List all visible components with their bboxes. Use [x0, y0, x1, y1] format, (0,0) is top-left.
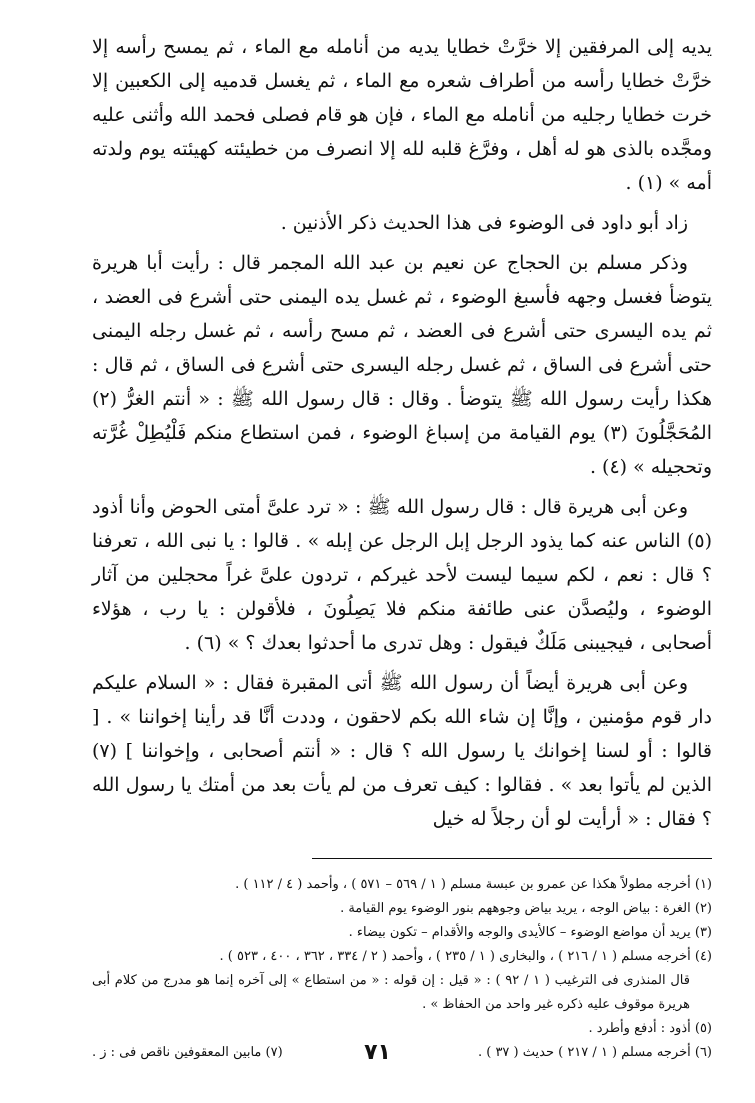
footnote-3: (٣) يريد أن مواضع الوضوء – كالأيدى والوجه والأقدام – تكون بيضاء . — [348, 925, 712, 940]
paragraph-5: وعن أبى هريرة أيضاً أن رسول الله ﷺ أتى المقبرة فقال : « السلام عليكم دار قوم مؤمنين ، وإنَّا إن شاء الله بكم لاحقون ، وددت أنَّا قد رأينا إخواننا » . [ قالوا : أو لسنا إخوانك يا رسول الله ؟ قال : « أنتم أصحابى ، وإخواننا ] (٧) الذين لم يأتوا بعد » . فقالوا : كيف تعرف من لم يأت بعد من أمتك يا رسول الله ؟ فقال : « أرأيت لو أن رجلاً له خيل — [92, 672, 712, 830]
footnote-1: (١) أخرجه مطولاً هكذا عن عمرو بن عبسة مسلم ( ١ / ٥٦٩ – ٥٧١ ) ، وأحمد ( ٤ / ١١٢ ) . — [235, 877, 712, 892]
footnote-4: (٤) أخرجه مسلم ( ١ / ٢١٦ ) ، والبخارى ( ١ / ٢٣٥ ) ، وأحمد ( ٢ / ٣٣٤ ، ٣٦٢ ، ٤٠٠ ، ٥٢٣ ) . — [219, 949, 712, 964]
footnote-2: (٢) الغرة : بياض الوجه ، يريد بياض وجوههم بنور الوضوء يوم القيامة . — [340, 901, 712, 916]
footnote-7: (٧) مابين المعقوفين ناقص فى : ز . — [92, 1045, 283, 1060]
footnote-5: (٥) أذود : أدفع وأطرد . — [588, 1021, 712, 1036]
paragraph-3: وذكر مسلم بن الحجاج عن نعيم بن عبد الله المجمر قال : رأيت أبا هريرة يتوضأ فغسل وجهه فأسبغ الوضوء ، ثم غسل يده اليمنى حتى أشرع فى العضد ، ثم يده اليسرى حتى أشرع فى العضد ، ثم مسح رأسه ، ثم غسل رجله اليمنى حتى أشرع فى الساق ، ثم غسل رجله اليسرى حتى أشرع فى الساق ، ثم قال : هكذا رأيت رسول الله ﷺ يتوضأ . وقال : قال رسول الله ﷺ : « أنتم الغرُّ (٢) المُحَجَّلُونَ (٣) يوم القيامة من إسباغ الوضوء ، فمن استطاع منكم فَلْيُطِلْ غُرَّته وتحجيله » (٤) . — [92, 252, 713, 478]
footnote-divider — [312, 858, 712, 859]
footnotes — [92, 873, 712, 1065]
page-number: ٧١ — [364, 1040, 391, 1065]
footnote-6: (٦) أخرجه مسلم ( ١ / ٢١٧ ) حديث ( ٣٧ ) . — [477, 1045, 712, 1060]
paragraph-1: يديه إلى المرفقين إلا خرَّتْ خطايا يديه من أنامله مع الماء ، ثم يمسح رأسه إلا خرَّتْ خطايا رأسه من أطراف شعره مع الماء ، ثم يغسل قدميه إلى الكعبين إلا خرت خطايا رجليه من أنامله مع الماء ، فإن هو قام فصلى فحمد الله وأثنى عليه ومجَّده بالذى هو له أهل ، وفرَّغ قلبه لله إلا انصرف من خطيئته كهيئته يوم ولدته أمه » (١) . — [92, 36, 713, 194]
footnote-4-note: قال المنذرى فى الترغيب ( ١ / ٩٢ ) : « قيل : إن قوله : « من استطاع » إلى آخره إنما هو مدرج من كلام أبى هريرة موقوف عليه ذكره غير واحد من الحفاظ » . — [92, 973, 690, 1012]
page-body — [92, 30, 712, 1065]
paragraph-4: وعن أبى هريرة قال : قال رسول الله ﷺ : « ترد علىَّ أمتى الحوض وأنا أذود (٥) الناس عنه كما يذود الرجل إبل الرجل عن إبله » . قالوا : يا نبى الله ، تعرفنا ؟ قال : نعم ، لكم سيما ليست لأحد غيركم ، تردون علىَّ غراً محجلين من آثار الوضوء ، وليُصدَّن عنى طائفة منكم فلا يَصِلُونَ ، فلأقولن : يا رب ، هؤلاء أصحابى ، فيجيبنى مَلَكٌ فيقول : وهل تدرى ما أحدثوا بعدك ؟ » (٦) . — [92, 496, 712, 654]
paragraph-2: زاد أبو داود فى الوضوء فى هذا الحديث ذكر الأذنين . — [280, 212, 688, 234]
